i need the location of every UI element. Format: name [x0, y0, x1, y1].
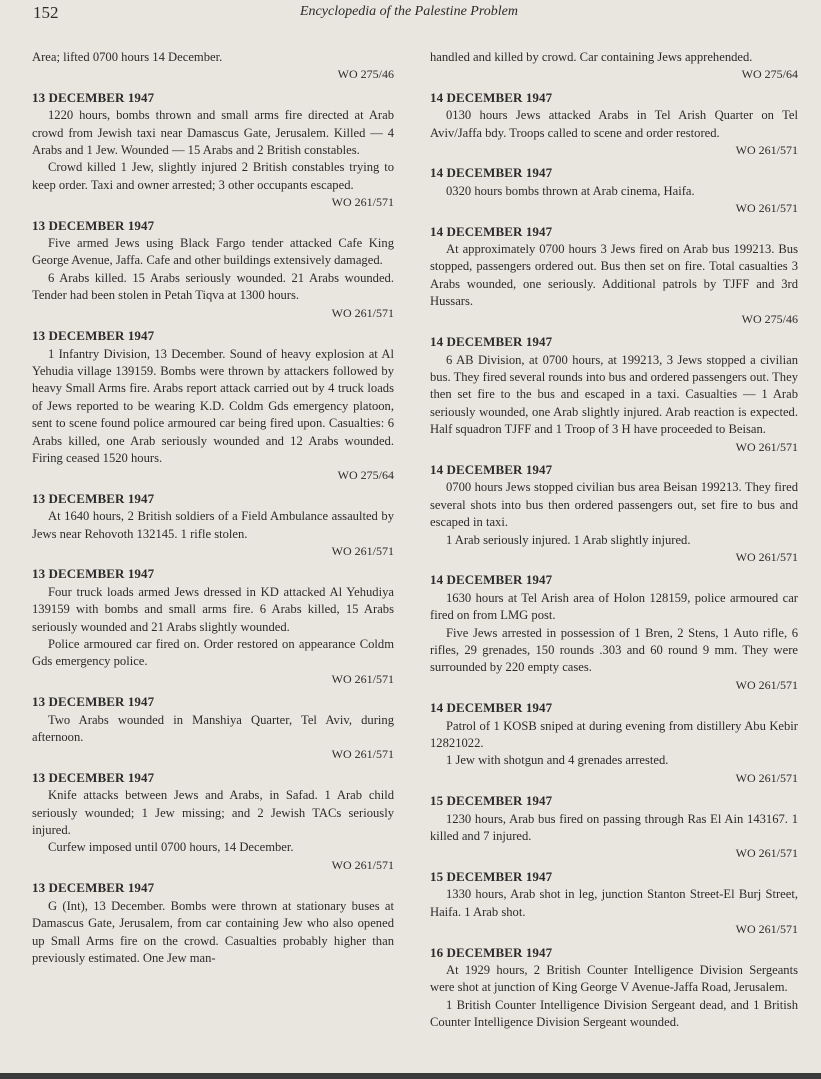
source-reference: WO 275/64: [337, 468, 394, 483]
entry-date-heading: 14 DECEMBER 1947: [430, 223, 553, 239]
running-title: Encyclopedia of the Palestine Problem: [300, 4, 518, 19]
source-reference: WO 261/571: [735, 677, 798, 692]
entry-paragraph: Crowd killed 1 Jew, slightly injured 2 British constables trying to keep order. Taxi and owner arrested; 3 other occupants escaped.: [32, 160, 394, 192]
entry-paragraph: Knife attacks between Jews and Arabs, in Safad. 1 Arab child seriously wounded; 1 Jew missing; and 2 Jewish TACs seriously injured.: [32, 788, 394, 838]
entry-paragraph: Patrol of 1 KOSB sniped at during evening from distillery Abu Kebir 12821022.: [430, 718, 798, 751]
log-entry: [430, 699, 798, 787]
entry-paragraph: 1 Arab seriously injured. 1 Arab slightly injured.: [446, 532, 691, 547]
log-entry: [32, 565, 394, 688]
source-reference: WO 261/571: [735, 846, 798, 861]
entry-date-heading: 13 DECEMBER 1947: [32, 566, 155, 582]
entry-paragraph: 1 British Counter Intelligence Division Sergeant dead, and 1 British Counter Intelligence Division Sergeant wounded.: [430, 997, 798, 1030]
entry-paragraph: Area; lifted 0700 hours 14 December.: [32, 50, 223, 64]
entry-paragraph: 1630 hours at Tel Arish area of Holon 128159, police armoured car fired on from LMG post.: [430, 590, 798, 623]
source-reference: WO 275/46: [741, 311, 798, 326]
log-entry: [32, 217, 394, 322]
log-entry: [430, 792, 798, 863]
entry-paragraph: At approximately 0700 hours 3 Jews fired on Arab bus 199213. Bus stopped, passengers ordered out. Bus then set on fire. Total casualties 3 Arabs wounded, one seriously. Additional patrols by TJFF and 3rd Hussars.: [430, 242, 798, 309]
source-reference: WO 261/571: [735, 439, 798, 454]
log-entry: [430, 571, 798, 694]
entry-date-heading: 15 DECEMBER 1947: [430, 868, 553, 884]
entry-paragraph: Curfew imposed until 0700 hours, 14 December.: [48, 840, 294, 855]
left-column: [32, 49, 394, 967]
entry-paragraph: 0700 hours Jews stopped civilian bus area Beisan 199213. They fired several shots into bus then ordered passengers out, set fire to bus and escaped in taxi.: [430, 480, 798, 530]
page-bottom-edge: [0, 1073, 821, 1079]
source-reference: WO 261/571: [331, 857, 394, 872]
source-reference: WO 261/571: [331, 543, 394, 558]
entry-paragraph: 0130 hours Jews attacked Arabs in Tel Arish Quarter on Tel Aviv/Jaffa bdy. Troops called to scene and order restored.: [430, 108, 798, 140]
entry-paragraph: Five Jews arrested in possession of 1 Bren, 2 Stens, 1 Auto rifle, 6 rifles, 29 grenades, 150 rounds .303 and 60 round 9 mm. They were surrounded by 220 empty cases.: [430, 625, 798, 675]
entry-date-heading: 14 DECEMBER 1947: [430, 700, 553, 716]
log-entry: [430, 868, 798, 939]
entry-date-heading: 13 DECEMBER 1947: [32, 217, 155, 233]
page-number: 152: [33, 3, 59, 22]
log-entry: [430, 944, 798, 1032]
entry-paragraph: 1230 hours, Arab bus fired on passing through Ras El Ain 143167. 1 killed and 7 injured.: [430, 811, 798, 844]
entry-paragraph: 1 Infantry Division, 13 December. Sound of heavy explosion at Al Yehudia village 139159. Bombs were thrown by attackers followed by heavy Small Arms fire. Arabs report attack carried out by 4 truck loads of Jews reported to be wearing K.D. Coldm Gds emergency platoon, sent to scene found police armoured car being fired upon. Casualties: 6 Arabs killed, one Arab seriously wounded and 12 Arabs wounded. Firing ceased 1520 hours.: [32, 346, 394, 465]
log-entry: [430, 223, 798, 328]
source-reference: WO 261/571: [331, 671, 394, 686]
entry-date-heading: 15 DECEMBER 1947: [430, 793, 553, 809]
entry-paragraph: Four truck loads armed Jews dressed in KD attacked Al Yehudiya 139159 with bombs and small arms fire. 6 Arabs killed, 15 Arabs seriously wounded and 21 Arabs slightly wounded.: [32, 584, 394, 634]
entry-date-heading: 13 DECEMBER 1947: [32, 89, 155, 105]
entry-date-heading: 13 DECEMBER 1947: [32, 769, 155, 785]
entry-date-heading: 13 DECEMBER 1947: [32, 694, 155, 710]
log-entry: [32, 693, 394, 764]
entry-paragraph: Police armoured car fired on. Order restored on appearance Coldm Gds emergency police.: [32, 637, 394, 669]
entry-paragraph: At 1929 hours, 2 British Counter Intelligence Division Sergeants were shot at junction of King George V Avenue-Jaffa Road, Jerusalem.: [430, 962, 798, 995]
entry-paragraph: handled and killed by crowd. Car containing Jews apprehended.: [430, 50, 753, 64]
source-reference: WO 275/64: [741, 67, 798, 82]
entry-paragraph: Two Arabs wounded in Manshiya Quarter, Tel Aviv, during afternoon.: [32, 712, 394, 745]
entry-date-heading: 14 DECEMBER 1947: [430, 89, 553, 105]
log-entry: [430, 333, 798, 456]
entry-paragraph: G (Int), 13 December. Bombs were thrown at stationary buses at Damascus Gate, Jerusalem, from car containing Jew who also opened up Small Arms fire on the crowd. Casualties probably higher than previously estimated. One Jew man-: [32, 898, 394, 965]
entry-paragraph: 0320 hours bombs thrown at Arab cinema, Haifa.: [446, 183, 695, 198]
entry-date-heading: 13 DECEMBER 1947: [32, 880, 155, 896]
entry-paragraph: 1330 hours, Arab shot in leg, junction Stanton Street-El Burj Street, Haifa. 1 Arab shot.: [430, 887, 798, 919]
log-entry: [32, 879, 394, 967]
log-entry: [430, 164, 798, 217]
log-entry: [430, 89, 798, 160]
log-entry: [32, 89, 394, 212]
entry-date-heading: 13 DECEMBER 1947: [32, 490, 155, 506]
entry-date-heading: 13 DECEMBER 1947: [32, 328, 155, 344]
entry-paragraph: At 1640 hours, 2 British soldiers of a Field Ambulance assaulted by Jews near Rehovoth 132145. 1 rifle stolen.: [32, 509, 394, 541]
right-column: [430, 49, 798, 1032]
source-reference: WO 261/571: [331, 305, 394, 320]
source-reference: WO 261/571: [735, 143, 798, 158]
log-entry: [32, 327, 394, 485]
entry-date-heading: 14 DECEMBER 1947: [430, 572, 553, 588]
entry-paragraph: 1 Jew with shotgun and 4 grenades arrested.: [446, 753, 669, 768]
log-entry: [32, 49, 394, 84]
log-entry: [430, 49, 798, 84]
source-reference: WO 261/571: [331, 747, 394, 762]
source-reference: WO 275/46: [337, 67, 394, 82]
source-reference: WO 261/571: [735, 201, 798, 216]
log-entry: [32, 769, 394, 874]
entry-paragraph: 6 AB Division, at 0700 hours, at 199213, 3 Jews stopped a civilian bus. They fired several rounds into bus and ordered passengers out. They then set fire to the bus and escaped in a taxi. Casualties — 1 Arab seriously wounded, one Arab slightly injured. Arab reaction is expected. Half squadron TJFF and 1 Troop of 3 H have proceeded to Beisan.: [430, 352, 798, 437]
entry-date-heading: 16 DECEMBER 1947: [430, 944, 553, 960]
entry-paragraph: 1220 hours, bombs thrown and small arms fire directed at Arab crowd from Jewish taxi near Damascus Gate, Jerusalem. Killed — 4 Arabs and 1 Jew. Wounded — 15 Arabs and 2 British constables.: [32, 108, 394, 158]
log-entry: [430, 461, 798, 566]
entry-date-heading: 14 DECEMBER 1947: [430, 334, 553, 350]
entry-date-heading: 14 DECEMBER 1947: [430, 165, 553, 181]
entry-paragraph: Five armed Jews using Black Fargo tender attacked Cafe King George Avenue, Jaffa. Cafe and other buildings extensively damaged.: [32, 236, 394, 268]
source-reference: WO 261/571: [735, 770, 798, 785]
source-reference: WO 261/571: [331, 195, 394, 210]
source-reference: WO 261/571: [735, 549, 798, 564]
page-header: [0, 0, 821, 28]
source-reference: WO 261/571: [735, 922, 798, 937]
entry-date-heading: 14 DECEMBER 1947: [430, 461, 553, 477]
entry-paragraph: 6 Arabs killed. 15 Arabs seriously wounded. 21 Arabs wounded. Tender had been stolen in Petah Tiqva at 1300 hours.: [32, 270, 394, 303]
log-entry: [32, 490, 394, 561]
